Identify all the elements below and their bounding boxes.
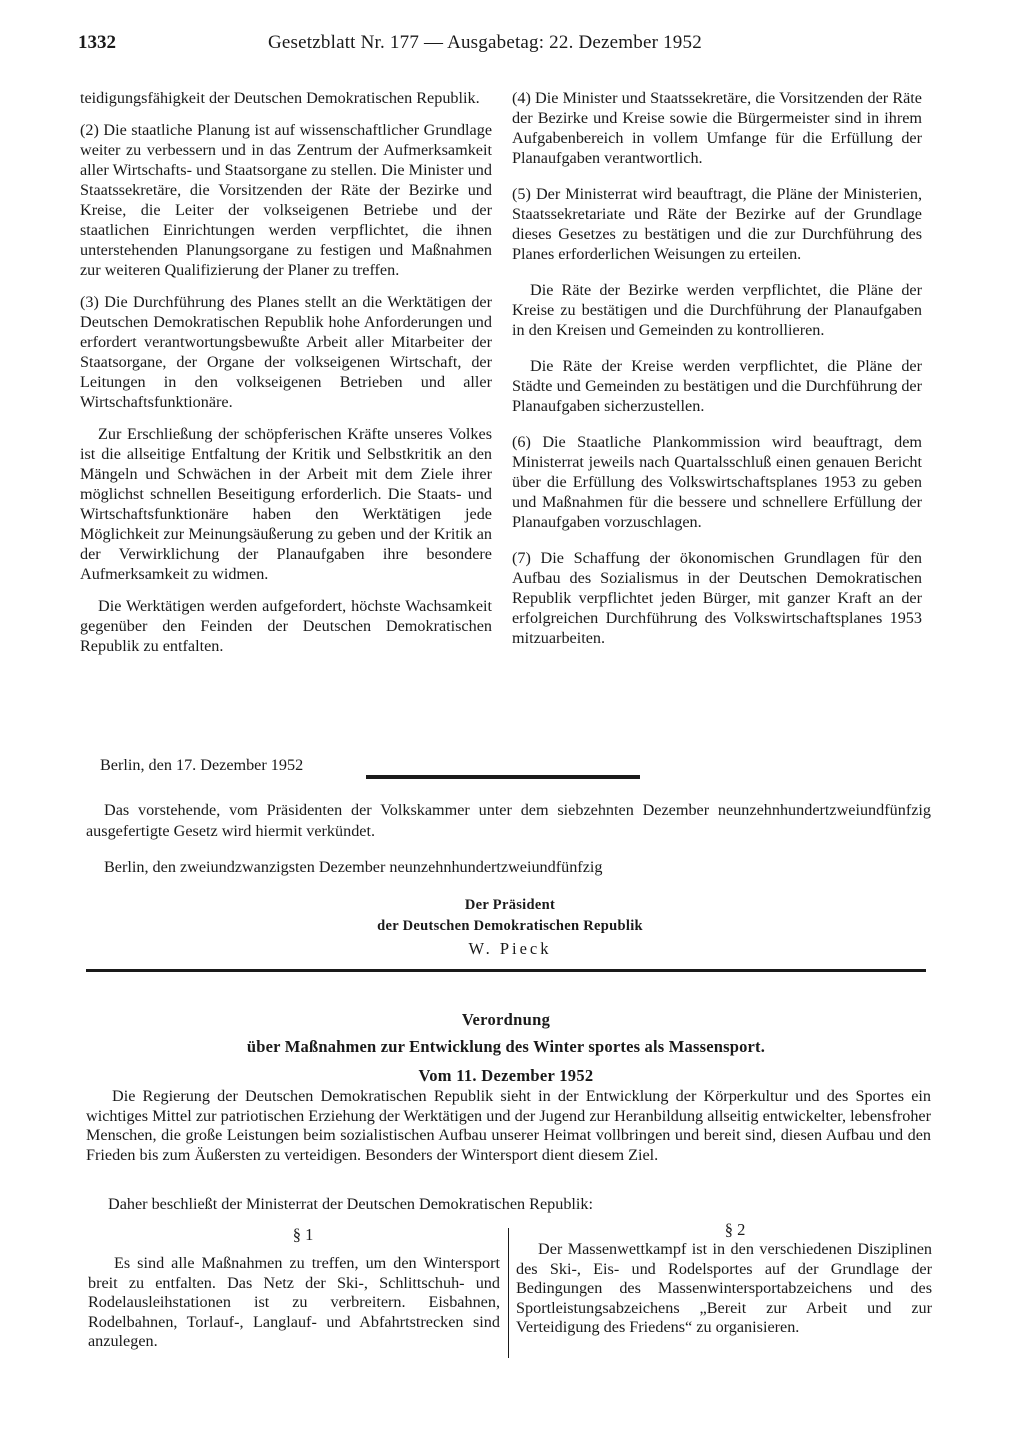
section-1-text: Es sind alle Maßnahmen zu treffen, um den Wintersport breit zu entfalten. Das Netz der Ski-, Schlittschuh- und Rodelausleihstationen ist zu verbreitern. Eisbahnen, Rodelbahnen, Torlauf-, Langlauf- und Abfahrtstrecken sind anzulegen. — [88, 1254, 500, 1351]
right-column — [512, 88, 922, 660]
page-number: 1332 — [78, 32, 116, 53]
ordinance-date: Vom 11. Dezember 1952 — [418, 1066, 594, 1085]
paragraph: Die Räte der Kreise werden verpflichtet, die Pläne der Städte und Gemeinden zu bestätigen und die Durchführung der Planaufgaben sicherzustellen. — [512, 357, 922, 415]
ordinance-subtitle: über Maßnahmen zur Entwicklung des Winter sportes als Massensport. — [246, 1037, 766, 1056]
paragraph: teidigungsfähigkeit der Deutschen Demokratischen Republik. — [80, 89, 480, 107]
ordinance-title: Verordnung — [461, 1010, 551, 1029]
paragraph: Die Räte der Bezirke werden verpflichtet, die Pläne der Kreise zu bestätigen und die Durchführung der Planaufgaben in den Kreisen und Gemeinden zu kontrollieren. — [512, 281, 922, 339]
column-divider — [508, 1228, 509, 1358]
paragraph: (7) Die Schaffung der ökonomischen Grundlagen für den Aufbau des Sozialismus in der Deutschen Demokratischen Republik verpflichtet jeden Bürger, mit ganzer Kraft an der erfolgreichen Durchführung des Volkswirtschaftsplanes 1953 mitzuarbeiten. — [512, 549, 922, 647]
left-column — [80, 88, 492, 668]
ordinance-decision: Daher beschließt der Ministerrat der Deutschen Demokratischen Republik: — [108, 1195, 594, 1213]
paragraph: (4) Die Minister und Staatssekretäre, die Vorsitzenden der Räte der Bezirke und Kreise sowie die Bürgermeister sind in ihrem Aufgabenbereich in vollem Umfange für die Erfüllung der Planaufgaben verantwortlich. — [512, 89, 922, 167]
proclamation-text: Das vorstehende, vom Präsidenten der Volkskammer unter dem siebzehnten Dezember neunzehnhundertzweiundfünfzig ausgefertigte Gesetz wird hiermit verkündet. — [86, 801, 931, 840]
paragraph: Zur Erschließung der schöpferischen Kräfte unseres Volkes ist die allseitige Entfaltung der Kritik und Selbstkritik an den Mängeln und Schwächen in der Arbeit mit dem Ziele ihrer möglichst schnellen Beseitigung erforderlich. Die Staats- und Wirtschaftsfunktionäre haben den Werktätigen jede Möglichkeit zur Meinungsäußerung zu geben und der Kritik an der Verwirklichung der Planaufgaben ihre besondere Aufmerksamkeit zu widmen. — [80, 425, 492, 583]
president-signature-block — [200, 895, 820, 961]
proclamation-date: Berlin, den zweiundzwanzigsten Dezember neunzehnhundertzweiundfünfzig — [104, 858, 603, 876]
section-2-heading: § 2 — [724, 1220, 746, 1239]
paragraph: Die Werktätigen werden aufgefordert, höchste Wachsamkeit gegenüber den Feinden der Deutschen Demokratischen Republik zu entfalten. — [80, 597, 492, 655]
page-header — [78, 32, 950, 60]
signature-rule — [366, 775, 640, 779]
paragraph: (5) Der Ministerrat wird beauftragt, die Pläne der Ministerien, Staatssekretariate und Räte der Bezirke auf der Grundlage dieses Gesetzes zu bestätigen und die zur Durchführung des Planes erforderlichen Weisungen zu erteilen. — [512, 185, 922, 263]
paragraph: (6) Die Staatliche Plankommission wird beauftragt, dem Ministerrat jeweils nach Quartalsschluß einen genauen Bericht über die Erfüllung des Volkswirtschaftsplanes 1953 zu geben und Maßnahmen für die bessere und schnellere Erfüllung der Planaufgaben vorzuschlagen. — [512, 433, 922, 531]
gazette-title: Gesetzblatt Nr. 177 — Ausgabetag: 22. Dezember 1952 — [268, 32, 702, 53]
section-1-heading: § 1 — [292, 1225, 314, 1244]
president-office: der Deutschen Demokratischen Republik — [377, 918, 643, 934]
president-name: W. Pieck — [468, 939, 552, 958]
section-divider — [86, 969, 926, 972]
ordinance-preamble: Die Regierung der Deutschen Demokratischen Republik sieht in der Entwicklung der Körperkultur und des Sportes ein wichtiges Mittel zur patriotischen Erziehung der Werktätigen und der Jugend zur Heranbildung allseitig entwickelter, lebensfroher Menschen, die große Leistungen beim sozialistischen Aufbau unserer Heimat vollbringen und bereit sind, diesen Aufbau und den Frieden bis zum Äußersten zu verteidigen. Besonders der Wintersport dient diesem Ziel. — [86, 1087, 931, 1164]
paragraph: (2) Die staatliche Planung ist auf wissenschaftlicher Grundlage weiter zu verbessern und in das Zentrum der Aufmerksamkeit aller Wirtschafts- und Staatsorgane zu stellen. Die Minister und Staatssekretäre, die Vorsitzenden der Räte der Bezirke und Kreise, die Leiter der volkseigenen Betriebe und der staatlichen Einrichtungen werden verpflichtet, die ihnen unterstehenden Planungsorgane zu festigen und Maßnahmen zur weiteren Qualifizierung der Planer zu treffen. — [80, 121, 492, 279]
president-title: Der Präsident — [464, 897, 556, 913]
section-2-text: Der Massenwettkampf ist in den verschiedenen Disziplinen des Ski-, Eis- und Rodelsportes auf der Grundlage der Bedingungen des Massenwintersportabzeichens und des Sportleistungsabzeichens „Bereit zur Arbeit und zur Verteidigung des Friedens“ zu organisieren. — [516, 1240, 932, 1337]
paragraph: (3) Die Durchführung des Planes stellt an die Werktätigen der Deutschen Demokratischen Republik hohe Anforderungen und erfordert verantwortungsbewußte Arbeit aller Mitarbeiter der Staatsorgane, der Organe der volkseigenen Wirtschaft, der Leitungen in den volkseigenen Betrieben und aller Wirtschaftsfunktionäre. — [80, 293, 492, 411]
signed-date: Berlin, den 17. Dezember 1952 — [100, 756, 304, 774]
